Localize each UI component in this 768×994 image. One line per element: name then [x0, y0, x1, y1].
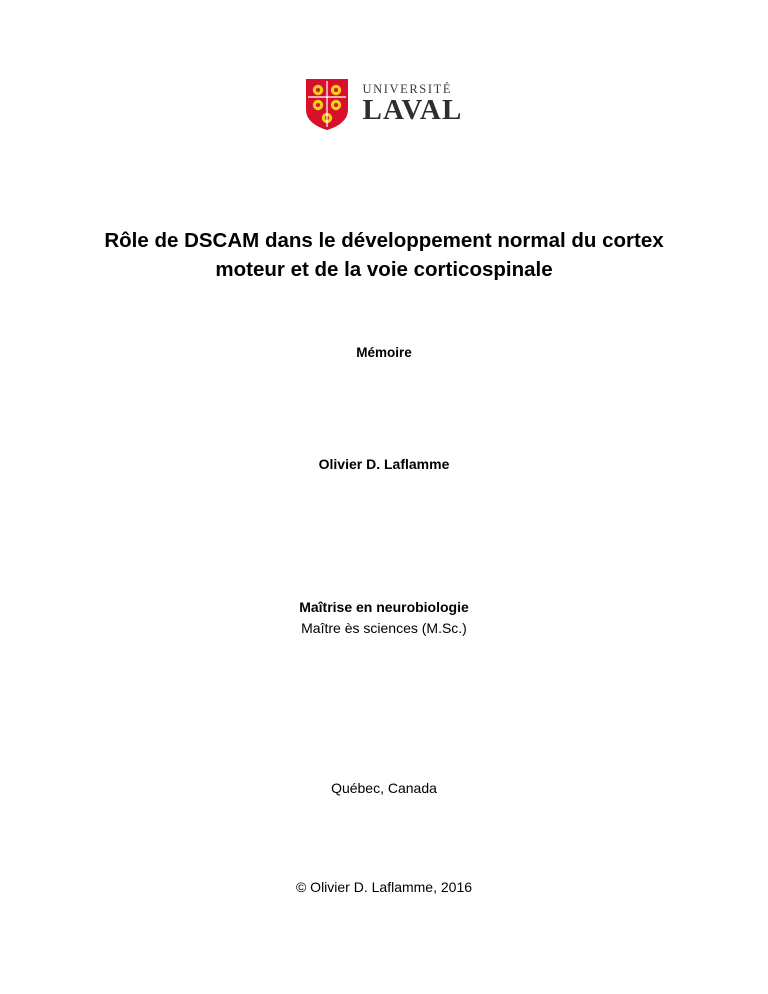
logo-wordmark [362, 83, 462, 125]
copyright-notice: © Olivier D. Laflamme, 2016 [295, 879, 473, 895]
university-logo [0, 78, 768, 130]
degree-title: Maître ès sciences (M.Sc.) [301, 620, 467, 636]
degree-block [104, 597, 664, 639]
degree-program: Maîtrise en neurobiologie [299, 599, 469, 615]
location: Québec, Canada [331, 780, 437, 796]
logo-line-laval: LAVAL [362, 94, 463, 127]
logo-line-universite: UNIVERSITÉ [362, 81, 453, 96]
document-type: Mémoire [356, 345, 412, 360]
logo-inner [305, 78, 462, 130]
page-title: Rôle de DSCAM dans le développement normal du cortex moteur et de la voie corticospinale [104, 229, 664, 282]
university-crest-icon [305, 78, 349, 130]
author-name: Olivier D. Laflamme [318, 456, 450, 472]
